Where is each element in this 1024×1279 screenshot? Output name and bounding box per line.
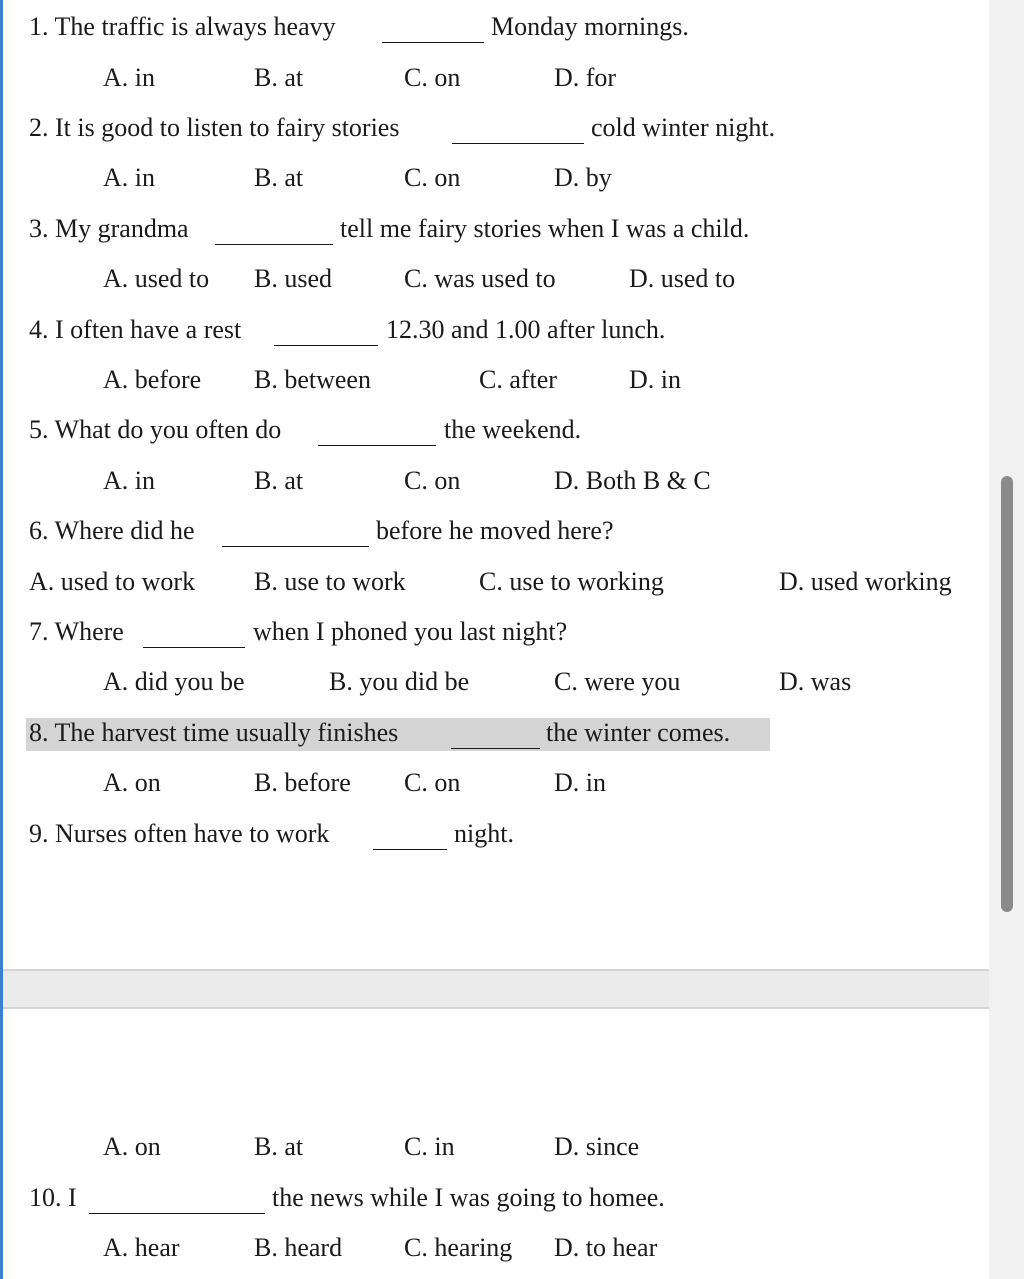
question-stem-end: before he moved here? — [376, 516, 614, 545]
question-stem-end: cold winter night. — [591, 113, 776, 142]
option-b: B. use to work — [254, 567, 406, 596]
question-stem: 2. It is good to listen to fairy stories — [29, 113, 400, 142]
question-stem: 4. I often have a rest — [29, 315, 242, 344]
option-d: D. to hear — [554, 1233, 658, 1262]
option-a: A. did you be — [103, 667, 245, 696]
option-a: A. in — [103, 163, 155, 192]
answer-blank — [382, 42, 484, 43]
question-stem-end: the weekend. — [444, 415, 582, 444]
question-stem: 8. The harvest time usually finishes — [29, 718, 399, 747]
option-d: D. by — [554, 163, 612, 192]
question-stem-end: the news while I was going to homee. — [272, 1183, 665, 1212]
scrollbar-thumb[interactable] — [1001, 476, 1013, 912]
answer-blank — [143, 647, 245, 648]
option-a: A. in — [103, 466, 155, 495]
answer-blank — [451, 748, 540, 749]
option-c: C. on — [404, 163, 461, 192]
option-a: A. hear — [103, 1233, 180, 1262]
option-c: C. use to working — [479, 567, 664, 596]
question-stem: 7. Where — [29, 617, 124, 646]
option-c: C. was used to — [404, 264, 556, 293]
option-b: B. at — [254, 163, 304, 192]
question-stem-end: the winter comes. — [546, 718, 731, 747]
option-a: A. before — [103, 365, 202, 394]
option-d: D. since — [554, 1132, 640, 1161]
question-stem: 3. My grandma — [29, 214, 189, 243]
option-c: C. were you — [554, 667, 681, 696]
question-stem: 10. I — [29, 1183, 77, 1212]
option-c: C. on — [404, 466, 461, 495]
option-b: B. heard — [254, 1233, 343, 1262]
question-stem-end: 12.30 and 1.00 after lunch. — [386, 315, 666, 344]
question-stem: 1. The traffic is always heavy — [29, 12, 336, 41]
option-d: D. Both B & C — [554, 466, 711, 495]
option-b: B. before — [254, 768, 351, 797]
answer-blank — [89, 1213, 265, 1214]
answer-blank — [373, 849, 447, 850]
option-b: B. you did be — [329, 667, 470, 696]
option-a: A. in — [103, 63, 155, 92]
option-d: D. in — [629, 365, 681, 394]
answer-blank — [222, 546, 369, 547]
question-stem: 9. Nurses often have to work — [29, 819, 330, 848]
question-stem-end: night. — [454, 819, 514, 848]
option-a: A. on — [103, 768, 161, 797]
option-c: C. on — [404, 63, 461, 92]
option-d: D. used to — [629, 264, 736, 293]
answer-blank — [274, 345, 378, 346]
option-b: B. used — [254, 264, 332, 293]
option-d: D. in — [554, 768, 606, 797]
question-stem-end: tell me fairy stories when I was a child. — [340, 214, 750, 243]
option-a: A. used to — [103, 264, 210, 293]
option-c: C. on — [404, 768, 461, 797]
question-stem-end: Monday mornings. — [491, 12, 689, 41]
option-c: C. after — [479, 365, 557, 394]
option-a: A. on — [103, 1132, 161, 1161]
option-b: B. between — [254, 365, 371, 394]
answer-blank — [452, 143, 584, 144]
option-b: B. at — [254, 1132, 304, 1161]
option-d: D. used working — [779, 567, 952, 596]
answer-blank — [215, 244, 333, 245]
page-break — [3, 969, 989, 1009]
option-d: D. for — [554, 63, 617, 92]
window-left-edge — [0, 0, 3, 1279]
answer-blank — [318, 445, 436, 446]
option-a: A. used to work — [29, 567, 196, 596]
option-c: C. hearing — [404, 1233, 513, 1262]
option-c: C. in — [404, 1132, 455, 1161]
option-b: B. at — [254, 466, 304, 495]
option-b: B. at — [254, 63, 304, 92]
option-d: D. was — [779, 667, 852, 696]
question-stem-end: when I phoned you last night? — [253, 617, 568, 646]
question-stem: 6. Where did he — [29, 516, 195, 545]
question-stem: 5. What do you often do — [29, 415, 282, 444]
